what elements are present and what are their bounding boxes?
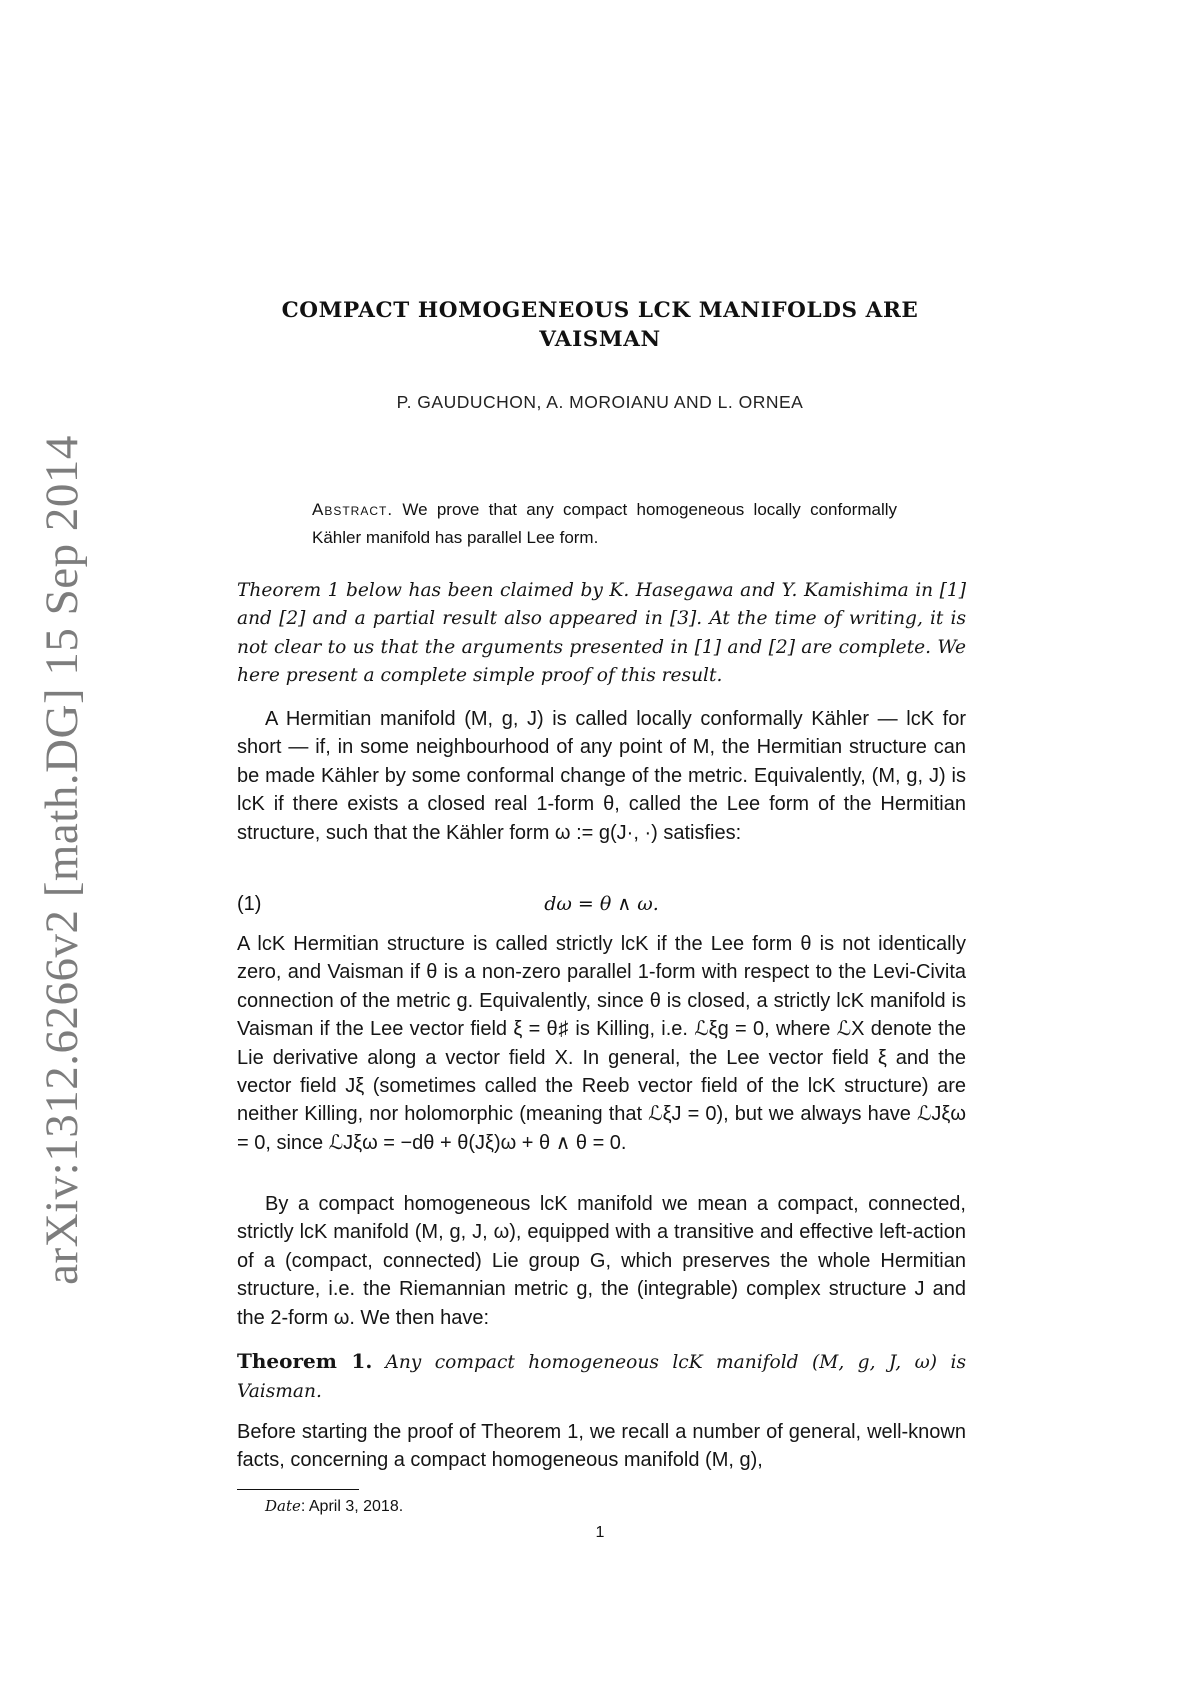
theorem-statement: Any compact homogeneous lcK manifold (M, g, J, ω) is Vaisman.	[237, 1352, 966, 1403]
intro-paragraph: Theorem 1 below has been claimed by K. Hasegawa and Y. Kamishima in [1] and [2] and a partial result also appeared in [3]. At the time of writing, it is not clear to us that the arguments presented in [1] and [2] are complete. We here present a complete simple proof of this result.	[237, 580, 966, 687]
abstract-text: We prove that any compact homogeneous locally conformally Kähler manifold has parallel Lee form.	[312, 500, 898, 547]
paragraph-homogeneous-definition: By a compact homogeneous lcK manifold we mean a compact, connected, strictly lcK manifold (M, g, J, ω), equipped with a transitive and effective left-action of a (compact, connected) Lie group G, which preserves the whole Hermitian structure, i.e. the Riemannian metric g, the (integrable) complex structure J and the 2-form ω. We then have:	[237, 1193, 966, 1329]
title-line-1: COMPACT HOMOGENEOUS LCK MANIFOLDS ARE	[281, 298, 919, 323]
paper-title	[0, 296, 1200, 354]
theorem-label: Theorem 1.	[237, 1349, 373, 1373]
equation-number: (1)	[237, 893, 262, 915]
paragraph-before-proof: Before starting the proof of Theorem 1, we recall a number of general, well-known facts, concerning a compact homogeneous manifold (M, g),	[237, 1421, 966, 1472]
footnote-text: : April 3, 2018.	[300, 1498, 404, 1515]
equation-1	[237, 893, 966, 923]
title-line-2: VAISMAN	[539, 327, 661, 352]
authors: P. GAUDUCHON, A. MOROIANU AND L. ORNEA	[396, 392, 804, 412]
abstract	[312, 496, 897, 552]
abstract-heading: Abstract.	[312, 500, 394, 519]
equation-body: dω = θ ∧ ω.	[544, 893, 659, 915]
footnote-label: Date	[265, 1497, 301, 1515]
page-number: 1	[595, 1524, 605, 1541]
footnote-rule	[237, 1489, 359, 1490]
arxiv-stamp: arXiv:1312.6266v2 [math.DG] 15 Sep 2014	[36, 435, 88, 1285]
theorem-1	[237, 1347, 966, 1407]
paragraph-lck-definition: A Hermitian manifold (M, g, J) is called locally conformally Kähler — lcK for short — if, in some neighbourhood of any point of M, the Hermitian structure can be made Kähler by some conformal change of the metric. Equivalently, (M, g, J) is lcK if there exists a closed real 1-form θ, called the Lee form of the Hermitian structure, such that the Kähler form ω := g(J·, ·) satisfies:	[237, 708, 966, 844]
paragraph-vaisman-definition: A lcK Hermitian structure is called strictly lcK if the Lee form θ is not identically zero, and Vaisman if θ is a non-zero parallel 1-form with respect to the Levi-Civita connection of the metric g. Equivalently, since θ is closed, a strictly lcK manifold is Vaisman if the Lee vector field ξ = θ♯ is Killing, i.e. ℒξg = 0, where ℒX denote the Lie derivative along a vector field X. In general, the Lee vector field ξ and the vector field Jξ (sometimes called the Reeb vector field of the lcK structure) are neither Killing, nor holomorphic (meaning that ℒξJ = 0), but we always have ℒJξω = 0, since ℒJξω = −dθ + θ(Jξ)ω + θ ∧ θ = 0.	[237, 933, 966, 1154]
footnote-date	[265, 1497, 403, 1516]
